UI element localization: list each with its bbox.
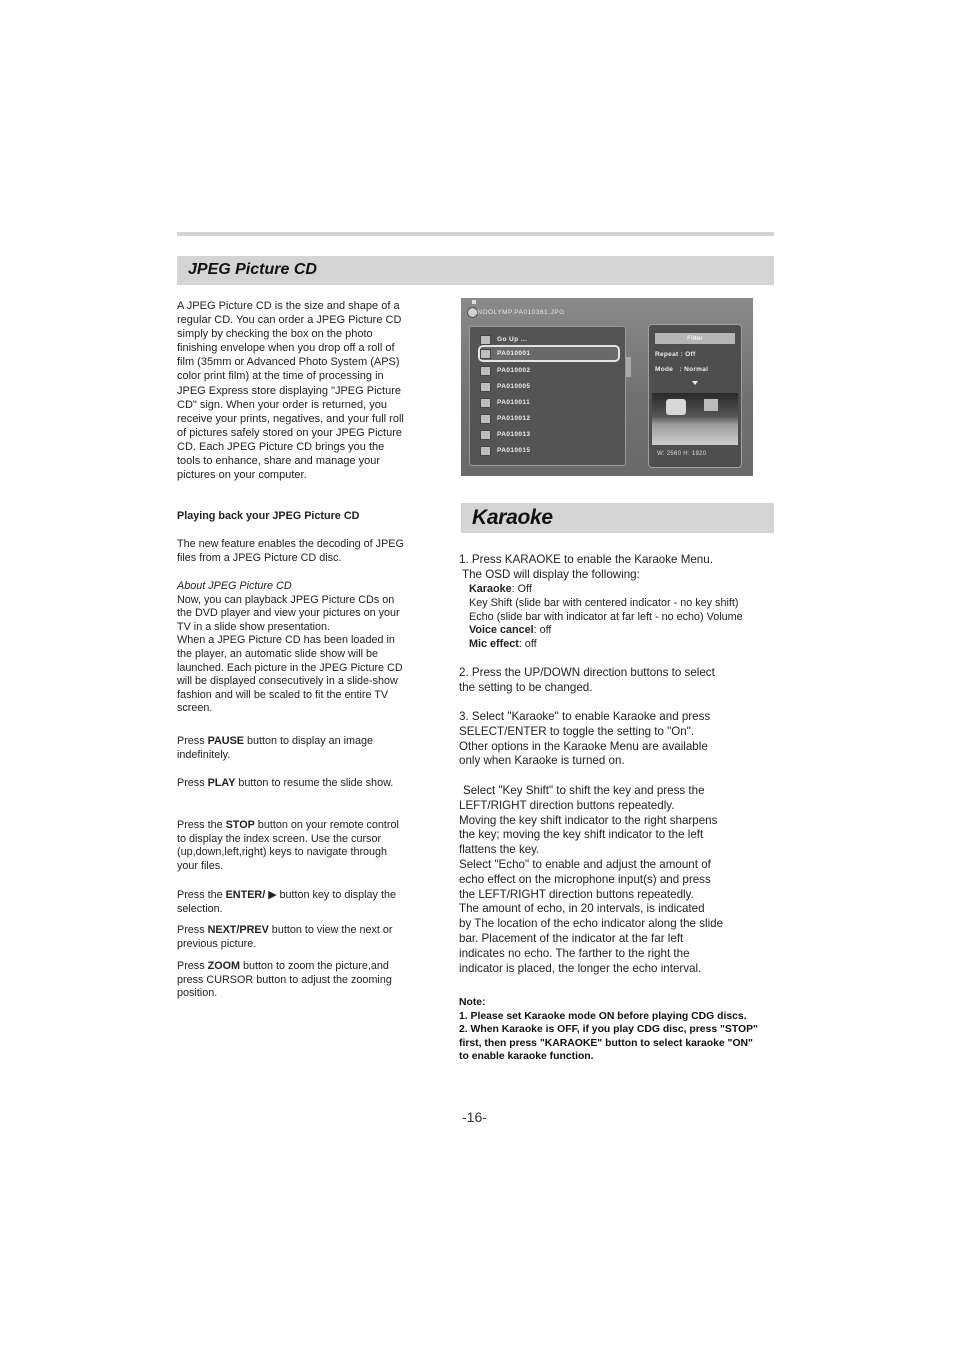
karaoke-section-title: Karaoke xyxy=(472,506,553,529)
top-rule xyxy=(177,232,774,236)
osd-row-label: Mode xyxy=(655,366,674,373)
text-line: The new feature enables the decoding of JPEG xyxy=(177,538,404,550)
text-line: tools to enhance, share and manage your xyxy=(177,455,381,468)
stop-instruction xyxy=(177,819,449,873)
karaoke-note xyxy=(459,996,781,1064)
karaoke-step2 xyxy=(459,666,779,696)
text-line: finishing envelope when you drop off a roll of xyxy=(177,342,395,355)
image-file-icon xyxy=(480,382,491,392)
enter-instruction xyxy=(177,889,427,916)
karaoke-step1 xyxy=(459,553,779,583)
text-line: the setting to be changed. xyxy=(459,680,593,694)
text-line: position. xyxy=(177,987,218,1000)
jpeg-intro-paragraph xyxy=(177,299,427,482)
osd-mode-row xyxy=(655,366,708,373)
karaoke-step3 xyxy=(459,710,779,769)
text-span: Press xyxy=(177,924,208,936)
osd-filter-panel xyxy=(648,324,742,468)
text-line: screen. xyxy=(177,702,213,715)
osd-item-label: PA010002 xyxy=(497,367,531,374)
osd-image-preview xyxy=(652,393,738,445)
text-span: button key to display the xyxy=(276,889,396,901)
osd-repeat-row xyxy=(655,351,695,358)
text-span: Press the xyxy=(177,889,226,901)
stop-key-label: STOP xyxy=(225,819,255,831)
text-line: film (35mm or Advanced Photo System (APS) xyxy=(177,356,400,369)
zoom-key-label: ZOOM xyxy=(207,960,240,972)
voice-cancel-value: : off xyxy=(533,624,552,637)
text-span: Press the xyxy=(177,819,226,831)
text-line: the DVD player and view your pictures on your xyxy=(177,607,400,620)
osd-file-item xyxy=(480,364,618,377)
image-file-icon xyxy=(480,430,491,440)
text-line: Now, you can playback JPEG Picture CDs on xyxy=(177,593,395,606)
osd-karaoke-items xyxy=(469,583,789,652)
text-line: by The location of the echo indicator along the slide xyxy=(459,917,724,931)
text-span: Press xyxy=(177,777,208,789)
text-line: color print film) at the time of processing in xyxy=(177,370,384,383)
osd-filter-header: Filter xyxy=(655,333,735,344)
text-span: button to zoom the picture,and xyxy=(240,960,389,972)
text-line: the player, an automatic slide show will be xyxy=(177,647,379,660)
text-line: echo effect on the microphone input(s) and press xyxy=(459,872,711,886)
note-title: Note: xyxy=(459,997,486,1008)
osd-item-label: PA010011 xyxy=(497,399,531,406)
text-line: the key; moving the key shift indicator to the left xyxy=(459,828,704,842)
text-line: press CURSOR button to adjust the zooming xyxy=(177,973,392,986)
text-span: button to view the next or xyxy=(268,924,393,936)
zoom-instruction xyxy=(177,960,427,1001)
text-line: 2. Press the UP/DOWN direction buttons to select xyxy=(459,666,715,679)
text-line: to enable karaoke function. xyxy=(459,1051,594,1063)
osd-file-item xyxy=(480,412,618,425)
text-line: 1. Press KARAOKE to enable the Karaoke Menu. xyxy=(459,553,713,566)
text-line: indicates no echo. The farther to the right the xyxy=(459,946,690,960)
osd-indicator-dot xyxy=(472,300,476,304)
jpeg-section-banner xyxy=(177,256,774,285)
osd-file-item xyxy=(480,396,618,409)
image-file-icon xyxy=(480,446,491,456)
text-line: A JPEG Picture CD is the size and shape of a xyxy=(177,300,400,312)
text-span: Press xyxy=(177,735,208,747)
mic-effect-value: : off xyxy=(518,638,537,651)
text-line: LEFT/RIGHT direction buttons repeatedly. xyxy=(459,798,675,812)
pause-key-label: PAUSE xyxy=(207,735,245,747)
about-paragraph xyxy=(177,580,427,716)
page-number: -16- xyxy=(462,1109,487,1125)
osd-row-value: : Normal xyxy=(679,366,709,373)
text-line: 2. When Karaoke is OFF, if you play CDG disc, press "STOP" xyxy=(459,1024,758,1036)
text-line: fashion and will be scaled to fit the entire TV xyxy=(177,688,389,701)
osd-file-item xyxy=(480,428,618,441)
text-line: files from a JPEG Picture CD disc. xyxy=(177,551,342,564)
text-line: to display the index screen. Use the cursor xyxy=(177,832,382,845)
text-line: JPEG Express store displaying "JPEG Picture xyxy=(177,384,401,397)
folder-icon xyxy=(480,335,491,345)
text-line: only when Karaoke is turned on. xyxy=(459,754,625,768)
text-line: TV in a slide show presentation. xyxy=(177,620,331,633)
text-line: When a JPEG Picture CD has been loaded in xyxy=(177,634,395,647)
about-heading: About JPEG Picture CD xyxy=(177,580,292,592)
mic-effect-label: Mic effect xyxy=(469,638,519,651)
text-line: Select "Echo" to enable and adjust the amount of xyxy=(459,857,711,871)
play-arrow-icon: ▶ xyxy=(268,889,277,901)
text-line: selection. xyxy=(177,902,223,915)
osd-file-item xyxy=(480,380,618,393)
image-file-icon xyxy=(480,398,491,408)
next-prev-key-label: NEXT/PREV xyxy=(207,924,269,936)
text-line: SELECT/ENTER to toggle the setting to "On". xyxy=(459,724,695,738)
echo-item: Echo (slide bar with indicator at far left - no echo) Volume xyxy=(469,610,743,623)
text-line: first, then press "KARAOKE" button to select karaoke "ON" xyxy=(459,1037,753,1049)
karaoke-section-banner xyxy=(461,503,774,533)
preview-figure xyxy=(704,399,718,411)
osd-row-label: Repeat xyxy=(655,351,679,358)
osd-screenshot xyxy=(461,298,753,476)
text-line: pictures on your computer. xyxy=(177,469,307,482)
osd-item-label: PA010005 xyxy=(497,383,531,390)
text-line: Other options in the Karaoke Menu are available xyxy=(459,739,708,753)
text-line: CD" sign. When your order is returned, you xyxy=(177,398,387,411)
voice-cancel-label: Voice cancel xyxy=(469,624,534,637)
osd-item-label: PA010001 xyxy=(497,350,531,357)
playing-heading: Playing back your JPEG Picture CD xyxy=(177,510,360,522)
pause-instruction xyxy=(177,735,427,762)
play-key-label: PLAY xyxy=(207,777,236,789)
image-file-icon xyxy=(480,349,491,359)
osd-image-dimensions: W: 2560 H: 1920 xyxy=(657,451,707,457)
keyshift-echo-paragraph xyxy=(459,784,779,976)
jpeg-section-title: JPEG Picture CD xyxy=(188,261,317,278)
text-line: the LEFT/RIGHT direction buttons repeatedly. xyxy=(459,887,694,901)
text-line: The amount of echo, in 20 intervals, is indicated xyxy=(459,902,705,916)
text-line: Select "Key Shift" to shift the key and press the xyxy=(463,784,705,797)
osd-item-label: PA010012 xyxy=(497,415,531,422)
text-line: CD. Each JPEG Picture CD brings you the xyxy=(177,440,385,453)
text-line: indefinitely. xyxy=(177,748,231,761)
text-line: of pictures safely stored on your JPEG Picture xyxy=(177,426,402,439)
preview-figure xyxy=(666,399,686,415)
osd-item-label: PA010015 xyxy=(497,447,531,454)
osd-item-label: Go Up ... xyxy=(497,336,528,343)
karaoke-item-label: Karaoke xyxy=(469,583,512,595)
osd-item-label: PA010013 xyxy=(497,431,531,438)
text-span: button to resume the slide show. xyxy=(235,777,394,789)
osd-scrollbar xyxy=(626,357,631,377)
osd-file-item xyxy=(480,444,618,457)
osd-file-item-selected xyxy=(480,347,618,360)
text-line: simply by checking the box on the photo xyxy=(177,328,373,341)
osd-go-up-item xyxy=(480,333,618,346)
text-line: your files. xyxy=(177,859,224,872)
text-line: Moving the key shift indicator to the right sharpens xyxy=(459,813,718,827)
text-line: will be displayed consecutively in a slide-show xyxy=(177,675,398,688)
text-line: flattens the key. xyxy=(459,843,540,857)
text-line: regular CD. You can order a JPEG Picture CD xyxy=(177,314,402,327)
text-span: Press xyxy=(177,960,208,972)
feature-paragraph xyxy=(177,538,427,565)
text-line: 1. Please set Karaoke mode ON before playing CDG discs. xyxy=(459,1010,747,1022)
text-line: launched. Each picture in the JPEG Picture CD xyxy=(177,661,403,674)
chevron-down-icon xyxy=(692,381,698,385)
next-prev-instruction xyxy=(177,924,427,951)
text-span: button to display an image xyxy=(244,735,374,747)
osd-file-path: \NOOLYMP.PA010361.JPG xyxy=(475,309,565,316)
osd-row-value: : Off xyxy=(680,351,696,358)
text-line: receive your prints, negatives, and your full roll xyxy=(177,412,404,425)
text-line: bar. Placement of the indicator at the far left xyxy=(459,931,684,945)
text-line: previous picture. xyxy=(177,937,257,950)
text-line: (up,down,left,right) keys to navigate through xyxy=(177,846,388,859)
image-file-icon xyxy=(480,414,491,424)
text-line: 3. Select "Karaoke" to enable Karaoke and press xyxy=(459,710,711,723)
text-span: button on your remote control xyxy=(254,819,399,831)
osd-file-list xyxy=(469,326,626,466)
text-line: The OSD will display the following: xyxy=(462,567,640,581)
image-file-icon xyxy=(480,366,491,376)
play-instruction xyxy=(177,777,427,791)
keyshift-item: Key Shift (slide bar with centered indicator - no key shift) xyxy=(469,596,739,609)
karaoke-item-value: : Off xyxy=(511,583,532,595)
text-line: indicator is placed, the longer the echo interval. xyxy=(459,961,702,975)
enter-key-label: ENTER/ xyxy=(225,889,266,901)
